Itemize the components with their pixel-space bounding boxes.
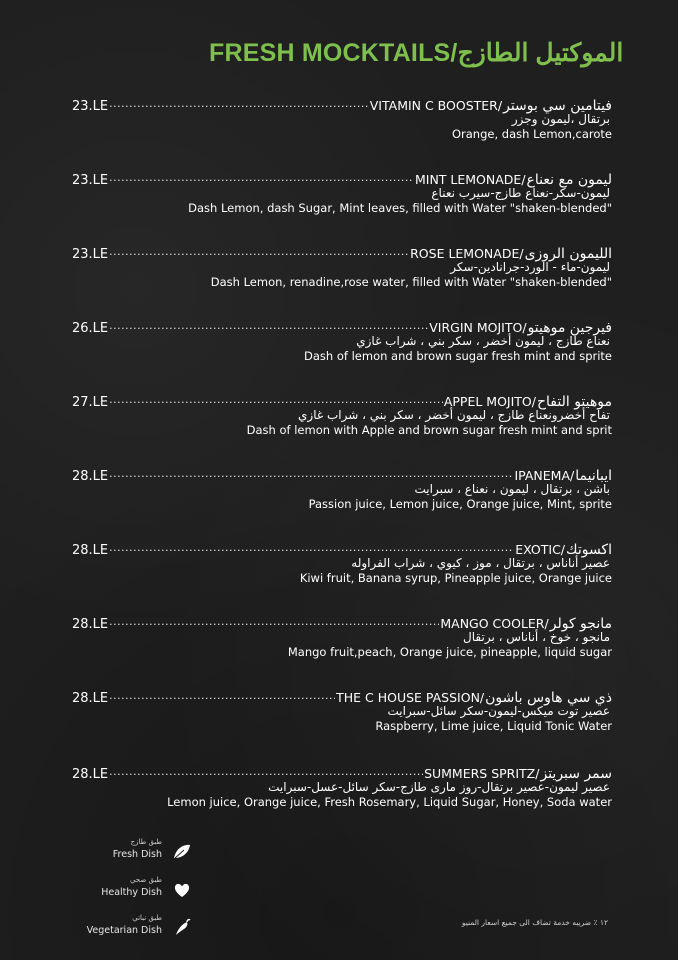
- dot-leader: [109, 170, 414, 184]
- menu-item: [0, 96, 678, 166]
- leaf-icon: [172, 842, 192, 862]
- dot-leader: [109, 244, 409, 258]
- menu-item: [0, 614, 678, 684]
- item-name-ar: فيرجين موهيتو: [527, 320, 612, 336]
- item-price: 23.LE: [72, 99, 109, 114]
- item-desc-en: Lemon juice, Orange juice, Fresh Rosemary, Liquid Sugar, Honey, Soda water: [167, 795, 612, 809]
- legend-item-vegetarian: [86, 914, 208, 944]
- item-desc-ar: باشن ، برتقال ، ليمون ، نعناع ، سبرايت: [414, 482, 610, 496]
- item-desc-ar: تفاح أخضرونعناع طازج ، ليمون أخضر ، سكر بني ، شراب غازي: [298, 408, 610, 422]
- legend-label-en: Fresh Dish: [112, 849, 162, 860]
- item-desc-en: Dash Lemon, dash Sugar, Mint leaves, filled with Water "shaken-blended": [188, 201, 612, 215]
- service-tax-note: ١٢ ٪ ضريبه خدمة تضاف الى جميع اسعار المنيو: [461, 918, 608, 927]
- item-price: 27.LE: [72, 395, 109, 410]
- dot-leader: [109, 318, 428, 332]
- dot-leader: [109, 614, 439, 628]
- item-name-en: ROSE LEMONADE/: [410, 246, 524, 261]
- item-desc-en: Orange, dash Lemon,carote: [451, 127, 612, 141]
- item-name-en: THE C HOUSE PASSION/: [336, 690, 485, 705]
- item-desc-en: Kiwi fruit, Banana syrup, Pineapple juice, Orange juice: [299, 571, 612, 585]
- item-desc-en: Passion juice, Lemon juice, Orange juice, Mint, sprite: [308, 497, 612, 511]
- item-name-en: MINT LEMONADE/: [414, 172, 526, 187]
- item-name-ar: ذي سي هاوس باشون: [485, 690, 612, 706]
- item-price: 28.LE: [72, 767, 109, 782]
- item-desc-ar: ليمون-ماء - الورد-جرانادين-سكر: [450, 260, 610, 274]
- menu-item: [0, 466, 678, 536]
- legend-label-en: Vegetarian Dish: [86, 925, 162, 936]
- menu-item: [0, 688, 678, 758]
- item-name-en: EXOTIC/: [515, 542, 566, 557]
- dot-leader: [109, 466, 513, 480]
- legend-label-ar: طبق طازج: [130, 838, 162, 846]
- item-desc-en: Dash of lemon with Apple and brown sugar fresh mint and sprit: [246, 423, 612, 437]
- item-name-ar: فيتامين سي بوستر: [503, 98, 612, 114]
- item-name-ar: الليمون الروزى: [524, 246, 612, 262]
- item-price: 28.LE: [72, 691, 109, 706]
- item-name-en: SUMMERS SPRITZ/: [424, 766, 540, 781]
- item-name-ar: ايبانيما: [575, 468, 612, 484]
- dot-leader: [109, 688, 335, 702]
- item-price: 28.LE: [72, 469, 109, 484]
- item-desc-en: Dash Lemon, renadine,rose water, filled with Water "shaken-blended": [210, 275, 612, 289]
- item-desc-ar: نعناع طازج ، ليمون أخضر ، سكر بني ، شراب غازي: [356, 334, 610, 348]
- item-name-ar: سمر سبريتز: [540, 766, 612, 782]
- heart-icon: [172, 880, 192, 900]
- dot-leader: [109, 764, 423, 778]
- item-desc-ar: عصير توت ميكس-ليمون-سكر سائل-سبرايت: [387, 704, 610, 718]
- item-name-ar: ليمون مع نعناع: [526, 172, 612, 188]
- item-name-en: APPEL MOJITO/: [443, 394, 536, 409]
- menu-item: [0, 392, 678, 462]
- dot-leader: [109, 96, 369, 110]
- item-desc-ar: مانجو ، خوخ ، أناناس ، برتقال: [463, 630, 610, 644]
- legend-item-fresh: [98, 838, 208, 868]
- item-desc-en: Raspberry, Lime juice, Liquid Tonic Water: [375, 719, 612, 733]
- item-name-en: VITAMIN C BOOSTER/: [369, 98, 503, 113]
- item-price: 28.LE: [72, 543, 109, 558]
- menu-item: [0, 540, 678, 610]
- item-name-ar: موهيتو التفاح: [536, 394, 612, 410]
- legend-label-ar: طبق نباتي: [132, 914, 162, 922]
- item-desc-ar: عصير ليمون-عصير برتقال-روز مارى طازج-سكر سائل-عسل-سبرايت: [268, 780, 610, 794]
- page-title: FRESH MOCKTAILS/الموكتيل الطازج: [209, 39, 624, 67]
- item-desc-en: Mango fruit,peach, Orange juice, pineapple, liquid sugar: [287, 645, 612, 659]
- legend-item-healthy: [98, 876, 208, 906]
- item-name-ar: مانجو كولر: [549, 616, 612, 632]
- item-name-en: MANGO COOLER/: [440, 616, 549, 631]
- item-price: 23.LE: [72, 247, 109, 262]
- item-desc-en: Dash of lemon and brown sugar fresh mint and sprite: [304, 349, 612, 363]
- menu-item: [0, 764, 678, 834]
- item-price: 28.LE: [72, 617, 109, 632]
- item-price: 26.LE: [72, 321, 109, 336]
- item-name-en: IPANEMA/: [514, 468, 575, 483]
- legend-label-en: Healthy Dish: [101, 887, 162, 898]
- item-desc-ar: برتقال ،ليمون وجزر: [511, 112, 610, 126]
- menu-item: [0, 244, 678, 314]
- dot-leader: [109, 392, 443, 406]
- dot-leader: [109, 540, 514, 554]
- legend-label-ar: طبق صحي: [129, 876, 162, 884]
- item-name-en: VIRGIN MOJITO/: [429, 320, 527, 335]
- item-desc-ar: عصير أناناس ، برتقال ، موز ، كيوي ، شراب الفراوله: [351, 556, 610, 570]
- menu-item: [0, 170, 678, 240]
- menu-item: [0, 318, 678, 388]
- item-name-ar: اكسوتك: [566, 542, 612, 558]
- item-desc-ar: ليمون-سكر-نعناع طازج-سيرب نعناع: [431, 186, 610, 200]
- item-price: 23.LE: [72, 173, 109, 188]
- chili-icon: [172, 918, 192, 938]
